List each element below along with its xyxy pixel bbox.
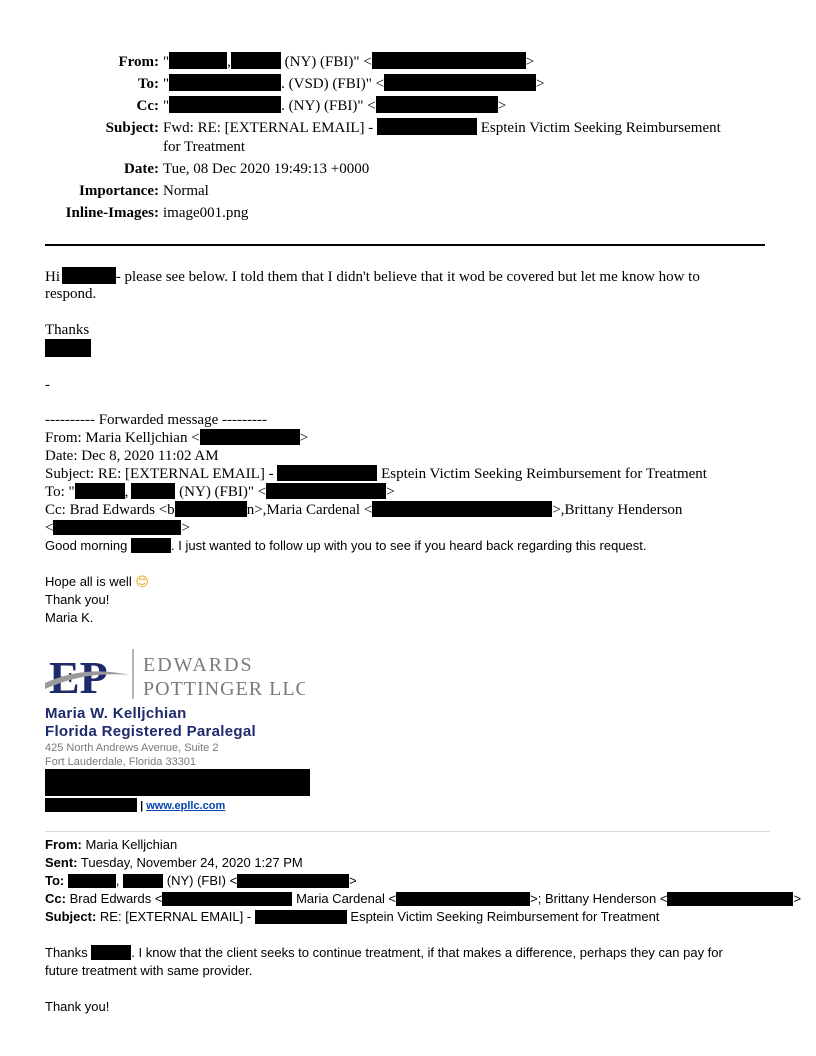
from-value: " , (NY) (FBI)" < > xyxy=(163,54,535,70)
redaction xyxy=(372,52,526,69)
earlier-to-line: To: , (NY) (FBI) < > xyxy=(45,873,357,888)
redaction xyxy=(277,465,377,481)
to-label: To: xyxy=(137,76,159,92)
redaction xyxy=(45,798,137,812)
hope-line: Hope all is well 😊 xyxy=(45,574,149,589)
redaction xyxy=(169,52,227,69)
earlier-thanks-line-2: future treatment with same provider. xyxy=(45,963,253,978)
header-divider xyxy=(45,244,765,246)
redaction xyxy=(255,910,347,924)
inline-images-label: Inline-Images: xyxy=(65,205,159,221)
redaction xyxy=(200,429,300,445)
importance-label: Importance: xyxy=(79,183,159,199)
from-label: From: xyxy=(118,54,159,70)
to-value: " . (VSD) (FBI)" < > xyxy=(163,76,545,92)
fwd-date-line: Date: Dec 8, 2020 11:02 AM xyxy=(45,448,219,464)
redaction xyxy=(237,874,349,888)
importance-value: Normal xyxy=(163,183,209,199)
redaction xyxy=(169,96,281,113)
redaction xyxy=(62,267,116,284)
redaction xyxy=(131,483,175,499)
earlier-cc-line: Cc: Brad Edwards < Maria Cardenal < >; Brittany Henderson < > xyxy=(45,891,802,906)
redaction xyxy=(75,483,125,499)
redaction xyxy=(53,520,181,535)
redaction xyxy=(162,892,292,906)
redaction xyxy=(231,52,281,69)
greeting-line-2: respond. xyxy=(45,286,97,302)
redaction xyxy=(91,945,131,960)
signature-title: Florida Registered Paralegal xyxy=(45,723,256,740)
earlier-from-line: From: Maria Kelljchian xyxy=(45,837,178,852)
logo-line1: EDWARDS xyxy=(143,654,254,676)
signature-address-2: Fort Lauderdale, Florida 33301 xyxy=(45,756,197,768)
redaction xyxy=(68,874,116,888)
logo-line2: POTTINGER LLC xyxy=(143,678,305,700)
earlier-subject-line: Subject: RE: [EXTERNAL EMAIL] - Esptein Victim Seeking Reimbursement for Treatment xyxy=(45,909,660,924)
redaction xyxy=(372,501,552,517)
logo-mark-icon xyxy=(45,645,305,701)
redaction xyxy=(377,118,477,135)
logo-letters: EP xyxy=(49,652,108,701)
fwd-to-line: To: " , (NY) (FBI)" < > xyxy=(45,484,395,500)
redaction xyxy=(45,339,91,357)
smile-emoji-icon: 😊 xyxy=(135,574,149,589)
signature-name: Maria W. Kelljchian xyxy=(45,705,187,722)
cc-value: " . (NY) (FBI)" < > xyxy=(163,98,507,114)
date-label: Date: xyxy=(124,161,159,177)
date-value: Tue, 08 Dec 2020 19:49:13 +0000 xyxy=(163,161,370,177)
signature-web-line: | www.epllc.com xyxy=(45,797,225,815)
redaction xyxy=(384,74,536,91)
earlier-thanks-line: Thanks . I know that the client seeks to continue treatment, if that makes a difference, perhaps they can pay for xyxy=(45,945,723,960)
redaction xyxy=(376,96,498,113)
greeting-line: Hi - please see below. I told them that I didn't believe that it wod be covered but let me know how to xyxy=(45,269,700,285)
subject-value-line2: for Treatment xyxy=(163,139,246,155)
edwards-pottinger-logo xyxy=(45,645,305,701)
redaction xyxy=(169,74,281,91)
signoff-line: Maria K. xyxy=(45,610,94,625)
dash-text: - xyxy=(45,377,50,393)
earlier-thank-you: Thank you! xyxy=(45,999,110,1014)
forwarded-marker: ---------- Forwarded message --------- xyxy=(45,412,267,428)
redaction xyxy=(123,874,163,888)
redaction xyxy=(667,892,793,906)
fwd-cc-line-2: < > xyxy=(45,520,190,536)
redaction xyxy=(131,538,171,553)
fwd-subject-line: Subject: RE: [EXTERNAL EMAIL] - Esptein Victim Seeking Reimbursement for Treatment xyxy=(45,466,707,482)
thank-you-line: Thank you! xyxy=(45,592,110,607)
redaction xyxy=(175,501,247,517)
redaction xyxy=(45,769,310,796)
earlier-sent-line: Sent: Tuesday, November 24, 2020 1:27 PM xyxy=(45,855,303,870)
fwd-cc-line: Cc: Brad Edwards <b n>,Maria Cardenal < >,Brittany Henderson xyxy=(45,502,683,518)
website-link[interactable]: www.epllc.com xyxy=(146,800,226,812)
thanks-text: Thanks xyxy=(45,322,90,338)
good-morning-line: Good morning . I just wanted to follow up with you to see if you heard back regarding this request. xyxy=(45,538,647,553)
inline-images-value: image001.png xyxy=(163,205,249,221)
subject-value: Fwd: RE: [EXTERNAL EMAIL] - Esptein Victim Seeking Reimbursement xyxy=(163,120,721,136)
fwd-from-line: From: Maria Kelljchian < > xyxy=(45,430,309,446)
cc-label: Cc: xyxy=(136,98,159,114)
redaction xyxy=(396,892,530,906)
message-divider xyxy=(45,831,770,832)
subject-label: Subject: xyxy=(105,120,159,136)
redaction xyxy=(266,483,386,499)
signature-address-1: 425 North Andrews Avenue, Suite 2 xyxy=(45,742,219,754)
